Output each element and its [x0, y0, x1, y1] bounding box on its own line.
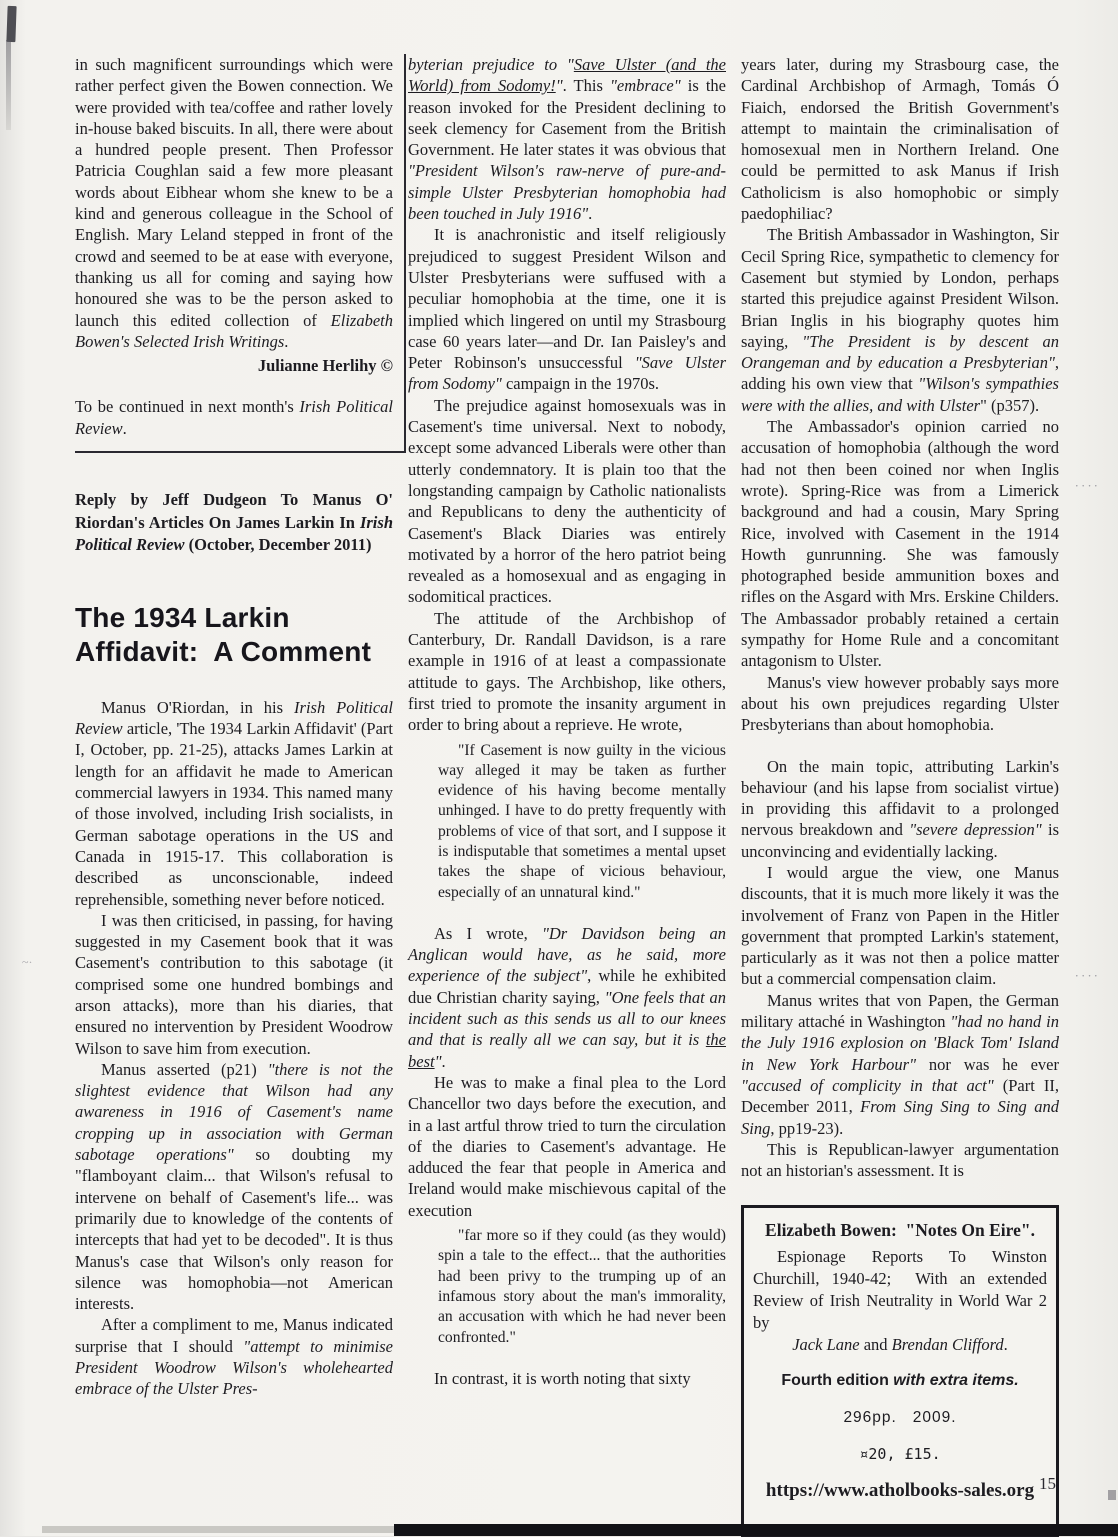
text-run: with extra items. — [893, 1371, 1019, 1389]
text-run: and — [859, 1334, 892, 1354]
text-run: Fourth edition — [781, 1371, 894, 1389]
text-run: It is anachronistic and itself religiously prejudiced to suggest President Wilson and Ulster Presbyterians were suffused with a peculiar homophobia at the time, one it is implied which lingered on until my Strasbourg case 60 years later—and Dr. Ian Paisley's and Peter Robinson's unsuccessful — [408, 225, 726, 373]
paragraph — [75, 1059, 393, 1315]
text-run: After a compliment to me, Manus indicated surprise that I should — [75, 1315, 393, 1356]
advert-description — [753, 1246, 1047, 1334]
text-run: He was to make a final plea to the Lord Chancellor two days before the execution, and in a last artful throw tried to turn the circulation of the diaries to Casement's advantage. He adduced the fear that people in America and Ireland would make mischievous capital of the execution — [408, 1072, 726, 1220]
paragraph — [741, 672, 1059, 736]
previous-article-end-box — [75, 54, 406, 453]
paragraph — [741, 224, 1059, 416]
column-2 — [408, 54, 726, 1537]
text-run: "attempt to minimise President Woodrow Wilson's wholehearted embrace of the Ulster Pres- — [75, 1336, 393, 1399]
paragraph — [408, 608, 726, 736]
text-run: , pp19-23). — [770, 1118, 844, 1138]
text-run: . — [122, 418, 127, 438]
text-run: Elizabeth Bowen's Selected Irish Writings — [75, 310, 393, 351]
block-quote — [438, 1226, 726, 1348]
advert-edition — [753, 1370, 1047, 1391]
text-run: From Sing Sing to Sing and Sing — [741, 1097, 1059, 1138]
article-subhead — [75, 489, 393, 557]
page-number: 15 — [1039, 1474, 1056, 1493]
text-run: " — [555, 76, 563, 96]
paragraph — [408, 1368, 726, 1389]
text-run: The 1934 Larkin Affidavit: A Comment — [75, 601, 372, 667]
text-run: "The President is by descent an Orangeman and by education a Presbyterian" — [741, 331, 1059, 373]
text-run: "severe depression" — [909, 820, 1042, 840]
text-run: "If Casement is now guilty in the vicious way alleged it may be taken as further evidence of his having become mentally unhinged. I have to do pretty frequently with problems of vice of that sort, and I suppose it is indisputable that sometimes a mental upset takes the shape of vicious behaviour, especially of an unnatural kind." — [438, 741, 726, 901]
text-run: "had no hand in the July 1916 explosion on 'Black Tom' Island in New York Harbour" — [741, 1012, 1060, 1074]
advert-url: https://www.atholbooks-sales.org — [765, 1480, 1035, 1502]
text-run: "President Wilson's raw-nerve of pure-and-simple Ulster Presbyterian homophobia had been touched in July 1916" — [408, 161, 726, 224]
text-run: Irish Political Review — [75, 697, 393, 739]
text-run: in such magnificent surroundings which were rather perfect given the Bowen connection. We were provided with tea/coffee and rather lovely in-house baked biscuits. In all, there were about a hundred people present. Then Professor Patricia Coughlan said a few more pleasant words about Eibhear whom she knew to be a kind and generous colleague in the School of English. Mary Leland stepped in front of the crowd and seemed to be at ease with everyone, thanking us all for coming and saying how honoured she was to be the person asked to launch this edited collection of — [75, 55, 393, 330]
paragraph — [75, 697, 393, 910]
text-run: The Ambassador's opinion carried no accusation of homophobia (although the word had not then been coined nor when Inglis wrote). Spring-Rice was from a Limerick background and had a cousin, Mary Spring Rice, involved with Casement in the 1914 Howth gunrunning. She was famously photographed beside ammunition boxes and rifles on the Asgard with Mrs. Erskine Childers. The Ambassador probably retained a certain sympathy for Home Rule and a concomitant antagonism to Ulster. — [741, 417, 1059, 671]
text-run: To be continued in next month's — [75, 397, 300, 417]
text-run: The British Ambassador in Washington, Sir Cecil Spring Rice, sympathetic to clemency for Casement but stymied by London, perhaps started this prejudice against President Wilson. Brian Inglis in his biography quotes him saying, — [741, 225, 1059, 351]
text-run: Brendan Clifford — [891, 1334, 1004, 1354]
text-run: Reply by Jeff Dudgeon To Manus O' Riordan's Articles On James Larkin In — [75, 490, 393, 532]
scan-artifact-right-mark — [1108, 1490, 1116, 1500]
paragraph — [741, 756, 1059, 862]
text-run: , adding his own view that — [741, 353, 1059, 394]
text-run: . — [284, 331, 289, 351]
text-run: "there is not the slightest evidence that Wilson had any awareness in 1916 of Casement's name cropping up in association with German sabotage operations" — [75, 1059, 394, 1165]
text-run: I was then criticised, in passing, for having suggested in my Casement book that it was Casement's contribution to this sabotage (it comprised some one hundred bombings and arson attacks), more than his diaries, that ensured no intervention by President Woodrow Wilson to save him from execution. — [75, 910, 393, 1058]
text-run: is the reason invoked for the President declining to seek clemency for Casement from the British Government. He later states it was obvious that — [408, 76, 726, 160]
paragraph — [741, 862, 1059, 990]
text-run: Manus O'Riordan, in his — [101, 697, 295, 717]
text-run: nor was he ever — [916, 1054, 1059, 1074]
text-run: article, 'The 1934 Larkin Affidavit' (Part I, October, pp. 21-25), attacks James Larkin at length for an affidavit he made to American commercial lawyers in 1934. This named many of those involved, including Irish socialists, in German sabotage operations in the US and Canada in 1915-17. This collaboration is described as unconscionable, indeed reprehensible, something never before noticed. — [75, 719, 393, 909]
scan-artifact-dots: ···· — [1074, 968, 1100, 983]
text-run: (Part II, December 2011, — [741, 1075, 1059, 1117]
text-run: I would argue the view, one Manus discounts, that it is much more likely it was the involvement of Franz von Papen in the Hitler government that prompted Larkin's statement, particularly as it was not then a police matter but a commercial compensation claim. — [741, 862, 1059, 989]
scan-artifact-smudge: ~· — [22, 955, 33, 969]
text-run: " — [434, 1051, 442, 1071]
advert-pages-year: 296pp. 2009. — [843, 1409, 957, 1427]
text-run: This is Republican-lawyer argumentation not an historian's assessment. It is — [741, 1139, 1059, 1181]
text-run: "Dr Davidson being an Anglican would have, as he said, more experience of the subject" — [408, 923, 727, 986]
text-run: Manus's view however probably says more about his own prejudices regarding Ulster Presbyterians than about homophobia. — [741, 672, 1059, 735]
advert-price: ¤20, £15. — [859, 1444, 941, 1463]
scan-artifact-left-streak — [6, 40, 11, 130]
larkin-article-start — [75, 489, 393, 1400]
text-run: , while he exhibited due Christian charity saying, — [408, 966, 726, 1007]
paragraph — [75, 54, 393, 352]
text-columns — [75, 54, 1059, 1537]
text-run: Julianne Herlihy © — [257, 356, 393, 376]
text-run: Jack Lane — [792, 1334, 860, 1354]
paragraph — [741, 416, 1059, 672]
paragraph — [408, 395, 726, 608]
text-run: Save Ulster (and the World) from Sodomy! — [408, 55, 726, 96]
text-run: (October, December 2011) — [184, 535, 372, 555]
article-title — [75, 601, 393, 669]
text-run: The prejudice against homosexuals was in Casement's time universal. Next to nobody, except some advanced Liberals were other than utterly condemnatory. It is plain too that the longstanding campaign by Catholic nationalists and Republicans to deny the authenticity of Casement's Black Diaries was entirely motivated by a horror of the hero patriot being revealed as a homosexual and as engaging in sodomitical practices. — [408, 395, 726, 607]
column-3-text — [741, 54, 1059, 1181]
paragraph — [741, 990, 1059, 1139]
text-run: As I wrote, — [434, 923, 542, 943]
continuation-note — [75, 396, 393, 439]
column-1 — [75, 54, 393, 1537]
text-run: Manus writes that von Papen, the German military attaché in Washington — [741, 990, 1059, 1032]
text-run: so doubting my "flamboyant claim... that Wilson's refusal to intervene on behalf of Casement's life... was primarily due to knowledge of the contents of intercepts that had yet to be decoded". It is thus Manus's case that Wilson's only reason for silence was homophobia—not American interests. — [75, 1145, 393, 1314]
paragraph — [741, 54, 1059, 224]
text-run: On the main topic, attributing Larkin's behaviour (and his lapse from socialist virtue) in providing this affidavit to a prolonged nervous breakdown and — [741, 756, 1059, 840]
text-run: the best — [408, 1030, 726, 1071]
text-run: years later, during my Strasbourg case, the Cardinal Archbishop of Armagh, Tomás Ó Fiaich, endorsed the British Government's attempt to maintain the criminalisation of homosexual men in Northern Ireland. One could be permitted to ask Manus if Irish Catholicism is also homophobic or simply paedophiliac? — [741, 55, 1059, 224]
text-run: "far more so if they could (as they would) spin a tale to the effect... that the authorities had been privy to the trumping up of an infamous story about the man's immorality, an accusation with which he had never been confronted." — [438, 1227, 726, 1346]
byline — [75, 355, 393, 376]
column-3 — [741, 54, 1059, 1537]
text-run: Irish Political Review — [75, 397, 393, 438]
book-advert-box — [741, 1205, 1059, 1537]
text-run: is unconvincing and evidentially lacking. — [741, 820, 1060, 861]
text-run: Manus asserted (p21) — [101, 1059, 268, 1079]
advert-authors — [753, 1334, 1047, 1356]
text-run: The attitude of the Archbishop of Canterbury, Dr. Randall Davidson, is a rare example in 1916 of at least a compassionate attitude to gays. The Archbishop, like others, first tried to promote the insanity argument in order to bring about a reprieve. He wrote, — [408, 608, 726, 735]
paragraph — [408, 224, 726, 394]
text-run: . — [441, 1051, 446, 1071]
advert-title: Elizabeth Bowen: "Notes On Eire". — [765, 1220, 1035, 1241]
paragraph — [75, 1314, 393, 1399]
text-run: "accused of complicity in that act" — [741, 1075, 994, 1095]
text-run: . — [1003, 1334, 1008, 1354]
text-run: In contrast, it is worth noting that sixty — [434, 1368, 691, 1388]
text-run: "Save Ulster from Sodomy" — [408, 353, 726, 394]
scan-artifact-corner-mark — [6, 6, 16, 42]
text-run: Irish Political Review — [75, 512, 393, 555]
paragraph — [741, 1139, 1059, 1182]
text-run: "Wilson's sympathies were with the allies, and with Ulster — [741, 374, 1059, 415]
scan-artifact-dots: ···· — [1074, 478, 1100, 493]
block-quote — [438, 741, 726, 903]
paragraph — [408, 1072, 726, 1221]
text-run: "One feels that an incident such as this sends us all to our knees and that is really all we can say, but it is — [408, 987, 726, 1050]
text-run: " (p357). — [980, 395, 1040, 415]
text-run: . — [588, 204, 593, 224]
paragraph — [408, 54, 726, 224]
text-run: "embrace" — [609, 76, 681, 96]
text-run: campaign in the 1970s. — [501, 374, 660, 394]
paragraph — [75, 910, 393, 1059]
text-run: Espionage Reports To Winston Churchill, 1940-42; With an extended Review of Irish Neutrality in World War 2 by — [753, 1246, 1047, 1332]
text-run: . This — [562, 76, 610, 96]
paragraph — [408, 923, 726, 1072]
text-run: byterian prejudice to " — [408, 55, 574, 74]
